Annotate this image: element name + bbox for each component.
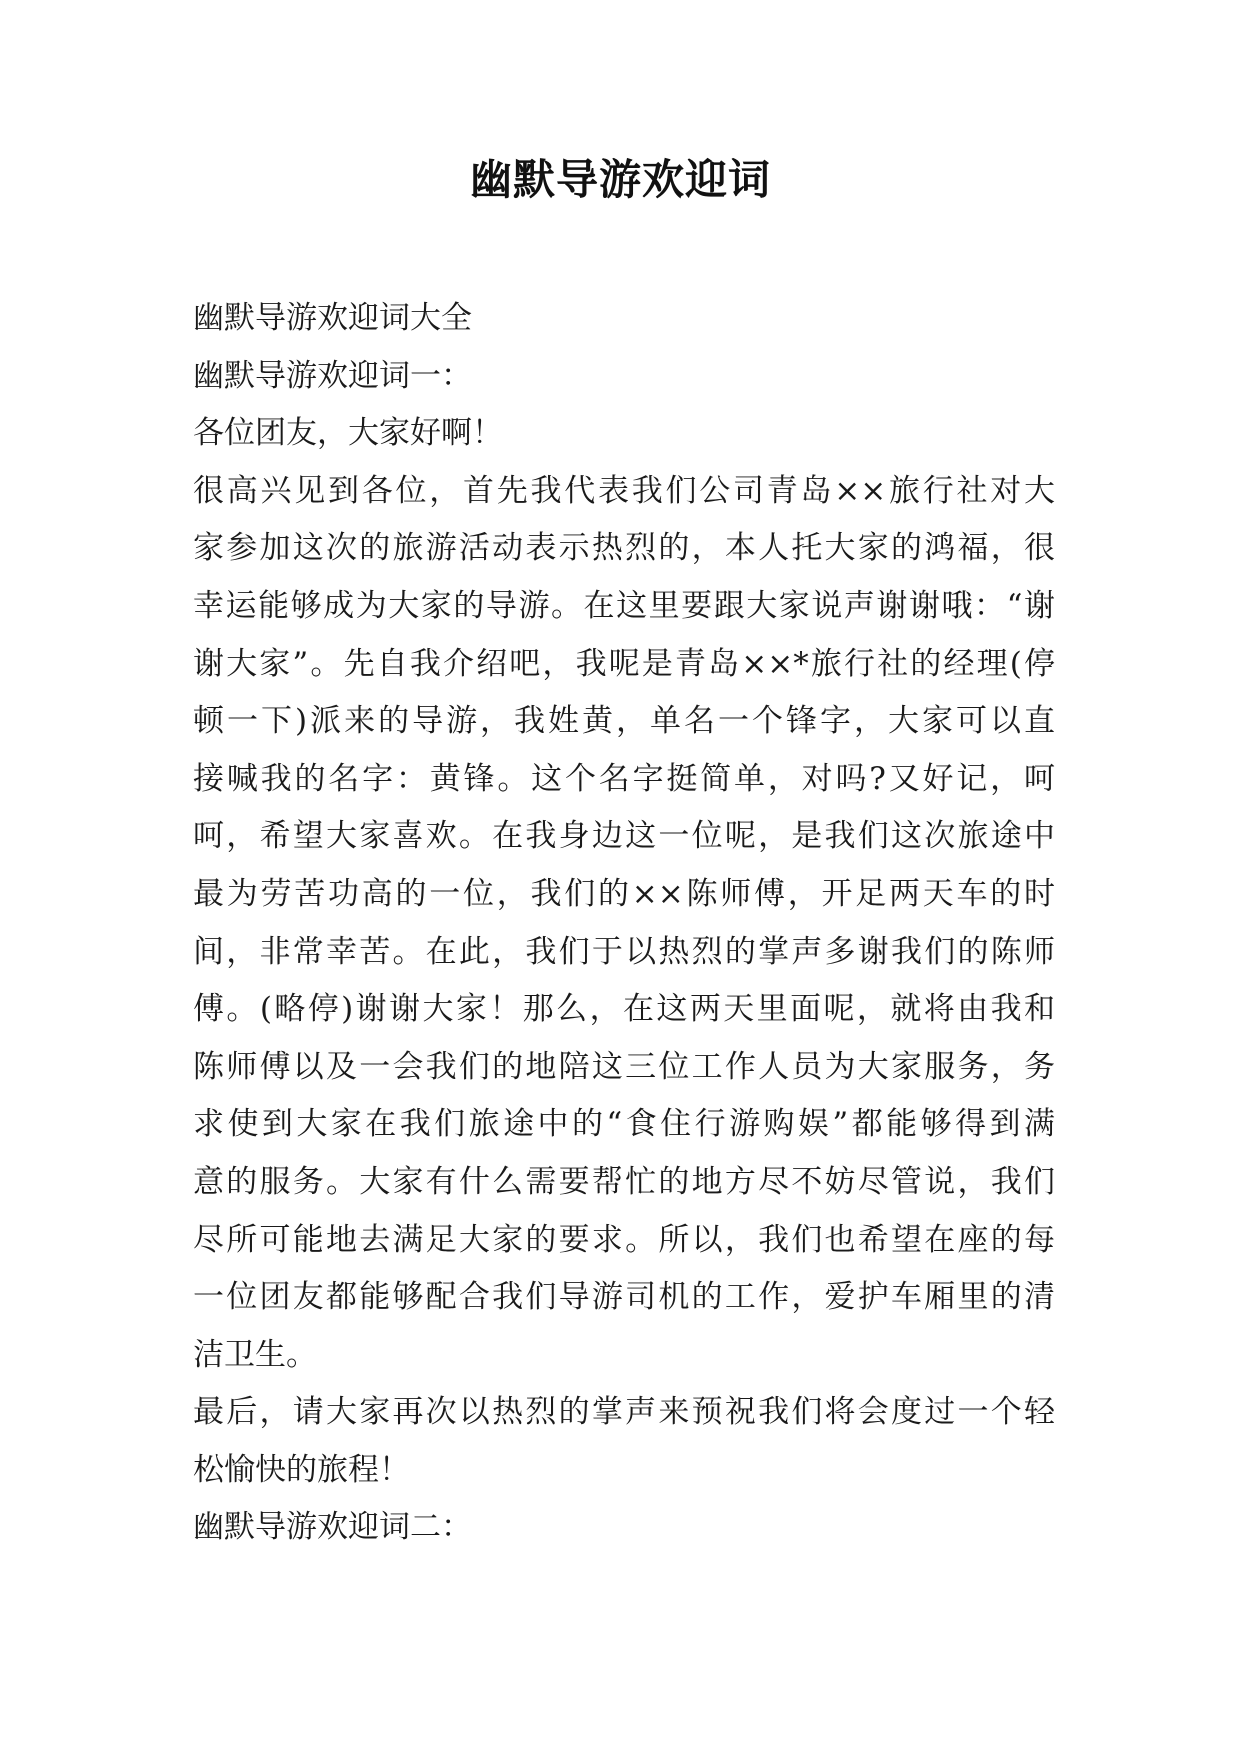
- text-line: 洁卫生。: [193, 1336, 317, 1373]
- text-line: 呵，希望大家喜欢。在我身边这一位呢，是我们这次旅途中: [193, 818, 1055, 855]
- document-body: [193, 290, 1055, 1557]
- text-line: 很高兴见到各位，首先我代表我们公司青岛××旅行社对大: [193, 472, 1055, 509]
- text-line: 顿一下)派来的导游，我姓黄，单名一个锋字，大家可以直: [193, 703, 1055, 740]
- text-line: 陈师傅以及一会我们的地陪这三位工作人员为大家服务，务: [193, 1048, 1055, 1085]
- text-line: 一位团友都能够配合我们导游司机的工作，爱护车厢里的清: [193, 1279, 1055, 1316]
- text-line: 最为劳苦功高的一位，我们的××陈师傅，开足两天车的时: [193, 875, 1055, 912]
- text-line: 意的服务。大家有什么需要帮忙的地方尽不妨尽管说，我们: [193, 1163, 1055, 1200]
- text-line: 松愉快的旅程！: [193, 1451, 410, 1488]
- text-line: 幽默导游欢迎词大全: [193, 300, 472, 336]
- text-line: 尽所可能地去满足大家的要求。所以，我们也希望在座的每: [193, 1221, 1055, 1258]
- text-line: 家参加这次的旅游活动表示热烈的，本人托大家的鸿福，很: [193, 530, 1055, 567]
- text-line: 傅。(略停)谢谢大家！那么，在这两天里面呢，就将由我和: [193, 991, 1055, 1028]
- text-line: 求使到大家在我们旅途中的“食住行游购娱”都能够得到满: [193, 1106, 1055, 1143]
- document-title: 幽默导游欢迎词: [469, 155, 771, 204]
- text-line: 接喊我的名字：黄锋。这个名字挺简单，对吗?又好记，呵: [193, 760, 1055, 797]
- text-line: 最后，请大家再次以热烈的掌声来预祝我们将会度过一个轻: [193, 1394, 1055, 1431]
- text-line: 幽默导游欢迎词二：: [193, 1509, 472, 1546]
- text-line: 间，非常幸苦。在此，我们于以热烈的掌声多谢我们的陈师: [193, 933, 1055, 970]
- text-line: 各位团友，大家好啊！: [193, 415, 503, 452]
- text-line: 谢大家”。先自我介绍吧，我呢是青岛××*旅行社的经理(停: [193, 645, 1055, 682]
- text-line: 幸运能够成为大家的导游。在这里要跟大家说声谢谢哦：“谢: [193, 587, 1055, 624]
- text-line: 幽默导游欢迎词一：: [193, 357, 472, 394]
